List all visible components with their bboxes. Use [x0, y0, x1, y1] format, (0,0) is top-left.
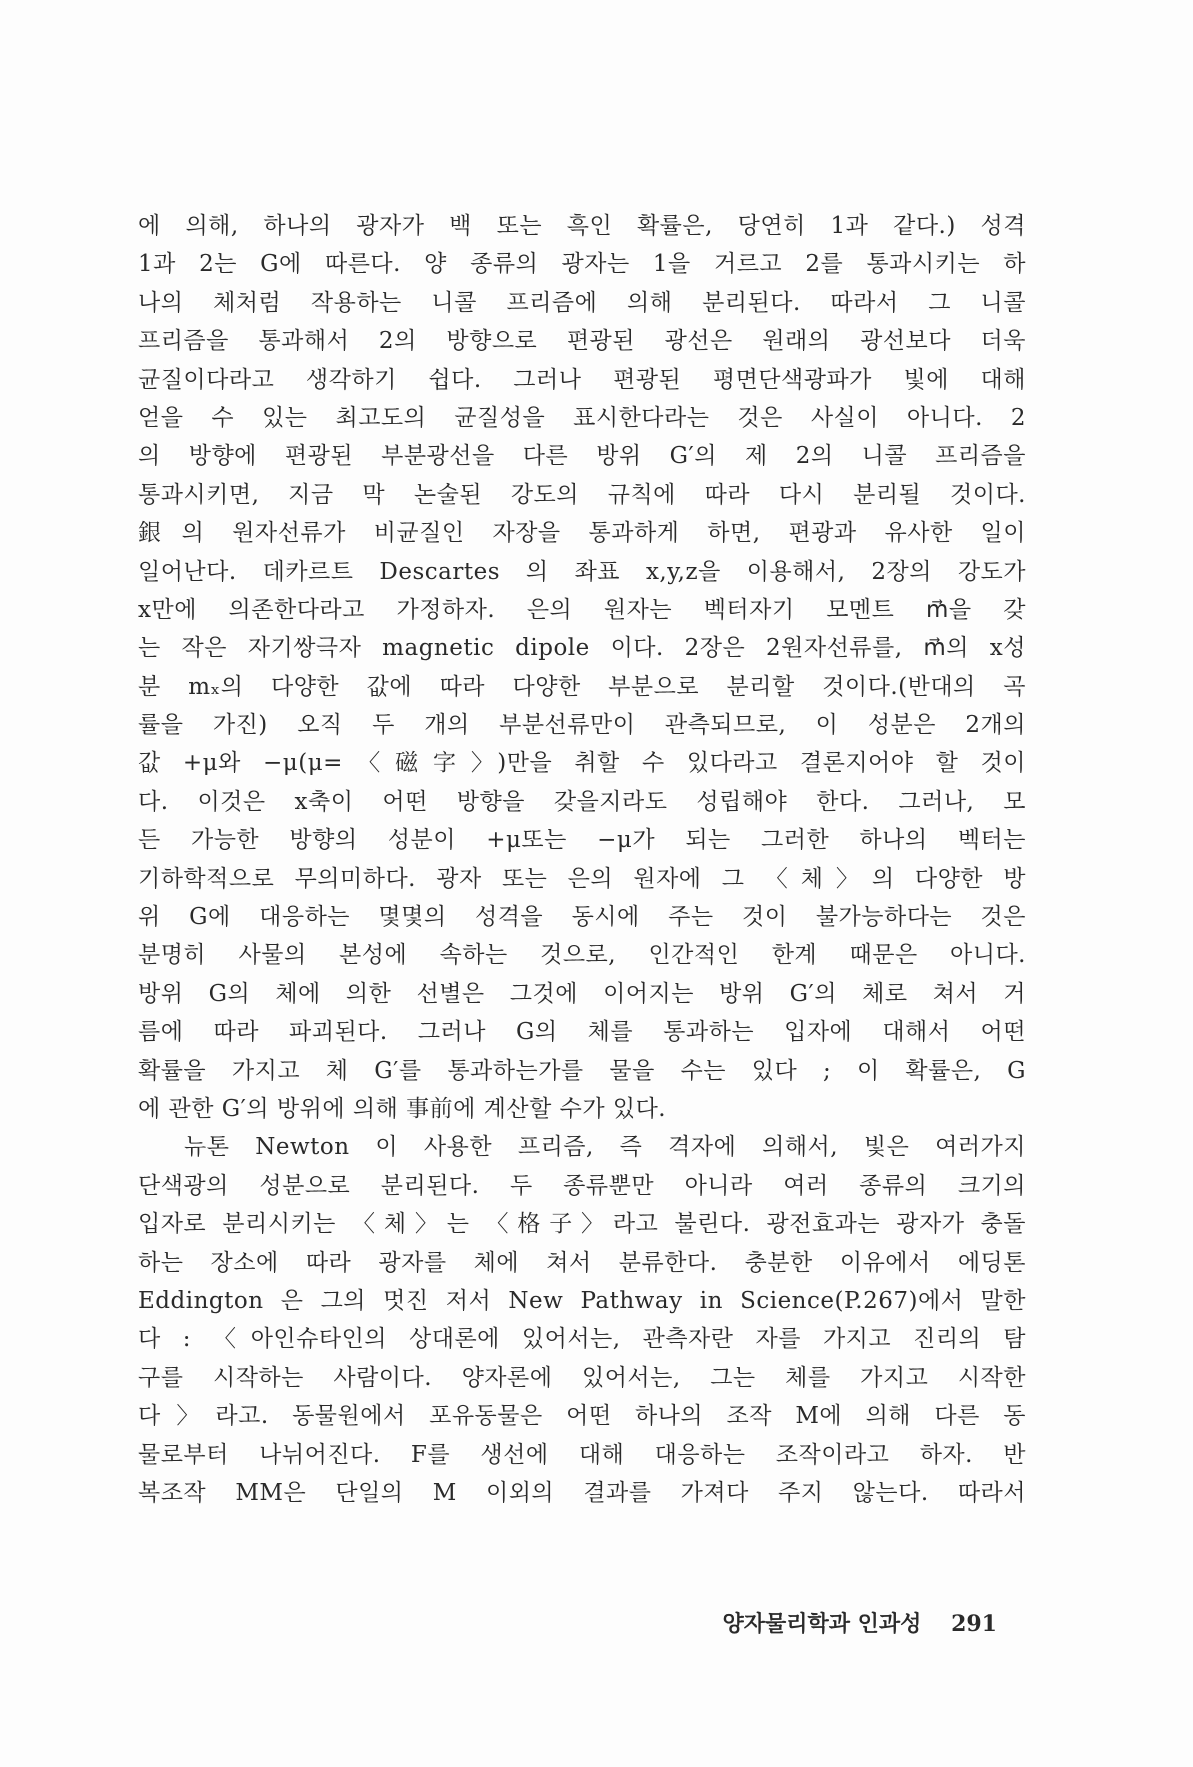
text-line: 방위 G의 체에 의한 선별은 그것에 이어지는 방위 G′의 체로 쳐서 거 [138, 980, 1026, 1007]
text-line: 입자로 분리시키는 〈체〉는 〈格子〉라고 불린다. 광전효과는 광자가 충돌 [138, 1211, 1026, 1238]
text-line: 균질이다라고 생각하기 쉽다. 그러나 편광된 평면단색광파가 빛에 대해 [138, 366, 1026, 393]
text-line: 일어난다. 데카르트 Descartes 의 좌표 x,y,z을 이용해서, 2장의 강도가 [138, 558, 1026, 585]
text-line: 프리즘을 통과해서 2의 방향으로 편광된 광선은 원래의 광선보다 더욱 [138, 328, 1026, 355]
text-line: 의 방향에 편광된 부분광선을 다른 방위 G′의 제 2의 니콜 프리즘을 [138, 443, 1026, 470]
text-line: 銀의 원자선류가 비균질인 자장을 통과하게 하면, 편광과 유사한 일이 [138, 520, 1026, 547]
text-line: 하는 장소에 따라 광자를 체에 쳐서 분류한다. 충분한 이유에서 에딩톤 [138, 1249, 1026, 1276]
running-footer [722, 1607, 997, 1638]
text-line: x만에 의존한다라고 가정하자. 은의 원자는 벡터자기 모멘트 m⃗을 갖 [138, 596, 1026, 623]
text-line: 1과 2는 G에 따른다. 양 종류의 광자는 1을 거르고 2를 통과시키는 하 [138, 251, 1026, 278]
text-line: 위 G에 대응하는 몇몇의 성격을 동시에 주는 것이 불가능하다는 것은 [138, 904, 1026, 931]
text-line: 다. 이것은 x축이 어떤 방향을 갖을지라도 성립해야 한다. 그러나, 모 [138, 788, 1026, 815]
text-line: 단색광의 성분으로 분리된다. 두 종류뿐만 아니라 여러 종류의 크기의 [138, 1172, 1026, 1199]
text-line: 는 작은 자기쌍극자 magnetic dipole 이다. 2장은 2원자선류를, m⃗의 x성 [138, 635, 1026, 662]
text-line: 분명히 사물의 본성에 속하는 것으로, 인간적인 한계 때문은 아니다. [138, 942, 1026, 969]
text-line: 률을 가진) 오직 두 개의 부분선류만이 관측되므로, 이 성분은 2개의 [138, 712, 1026, 739]
text-line: 확률을 가지고 체 G′를 통과하는가를 물을 수는 있다 ; 이 확률은, G [138, 1057, 1026, 1084]
text-line: 다〉라고. 동물원에서 포유동물은 어떤 하나의 조작 M에 의해 다른 동 [138, 1403, 1026, 1430]
text-line: 얻을 수 있는 최고도의 균질성을 표시한다라는 것은 사실이 아니다. 2 [138, 404, 1026, 431]
body-text [138, 207, 1026, 1512]
text-line: 값 +μ와 −μ(μ=〈磁字〉)만을 취할 수 있다라고 결론지어야 할 것이 [138, 750, 1026, 777]
text-line: 물로부터 나뉘어진다. F를 생선에 대해 대응하는 조작이라고 하자. 반 [138, 1441, 1026, 1468]
text-line: 복조작 MM은 단일의 M 이외의 결과를 가져다 주지 않는다. 따라서 [138, 1479, 1026, 1506]
text-line: 구를 시작하는 사람이다. 양자론에 있어서는, 그는 체를 가지고 시작한 [138, 1364, 1026, 1391]
text-line-paragraph-start: 뉴톤 Newton 이 사용한 프리즘, 즉 격자에 의해서, 빛은 여러가지 [184, 1134, 1026, 1161]
text-line: 다 : 〈아인슈타인의 상대론에 있어서는, 관측자란 자를 가지고 진리의 탐 [138, 1326, 1026, 1353]
text-line: 통과시키면, 지금 막 논술된 강도의 규칙에 따라 다시 분리될 것이다. [138, 481, 1026, 508]
text-line-paragraph-end: 에 관한 G′의 방위에 의해 事前에 계산할 수가 있다. [138, 1095, 667, 1122]
page-number: 291 [951, 1611, 997, 1637]
text-line: 름에 따라 파괴된다. 그러나 G의 체를 통과하는 입자에 대해서 어떤 [138, 1019, 1026, 1046]
running-title: 양자물리학과 인과성 [722, 1611, 922, 1637]
text-line: 기하학적으로 무의미하다. 광자 또는 은의 원자에 그 〈체〉의 다양한 방 [138, 865, 1026, 892]
text-line: 든 가능한 방향의 성분이 +μ또는 −μ가 되는 그러한 하나의 벡터는 [138, 827, 1026, 854]
text-line: 나의 체처럼 작용하는 니콜 프리즘에 의해 분리된다. 따라서 그 니콜 [138, 289, 1026, 316]
text-line: Eddington 은 그의 멋진 저서 New Pathway in Science(P.267)에서 말한 [138, 1287, 1026, 1314]
text-line: 에 의해, 하나의 광자가 백 또는 흑인 확률은, 당연히 1과 같다.) 성격 [138, 213, 1026, 239]
text-line: 분 mₓ의 다양한 값에 따라 다양한 부분으로 분리할 것이다.(반대의 곡 [138, 673, 1026, 700]
